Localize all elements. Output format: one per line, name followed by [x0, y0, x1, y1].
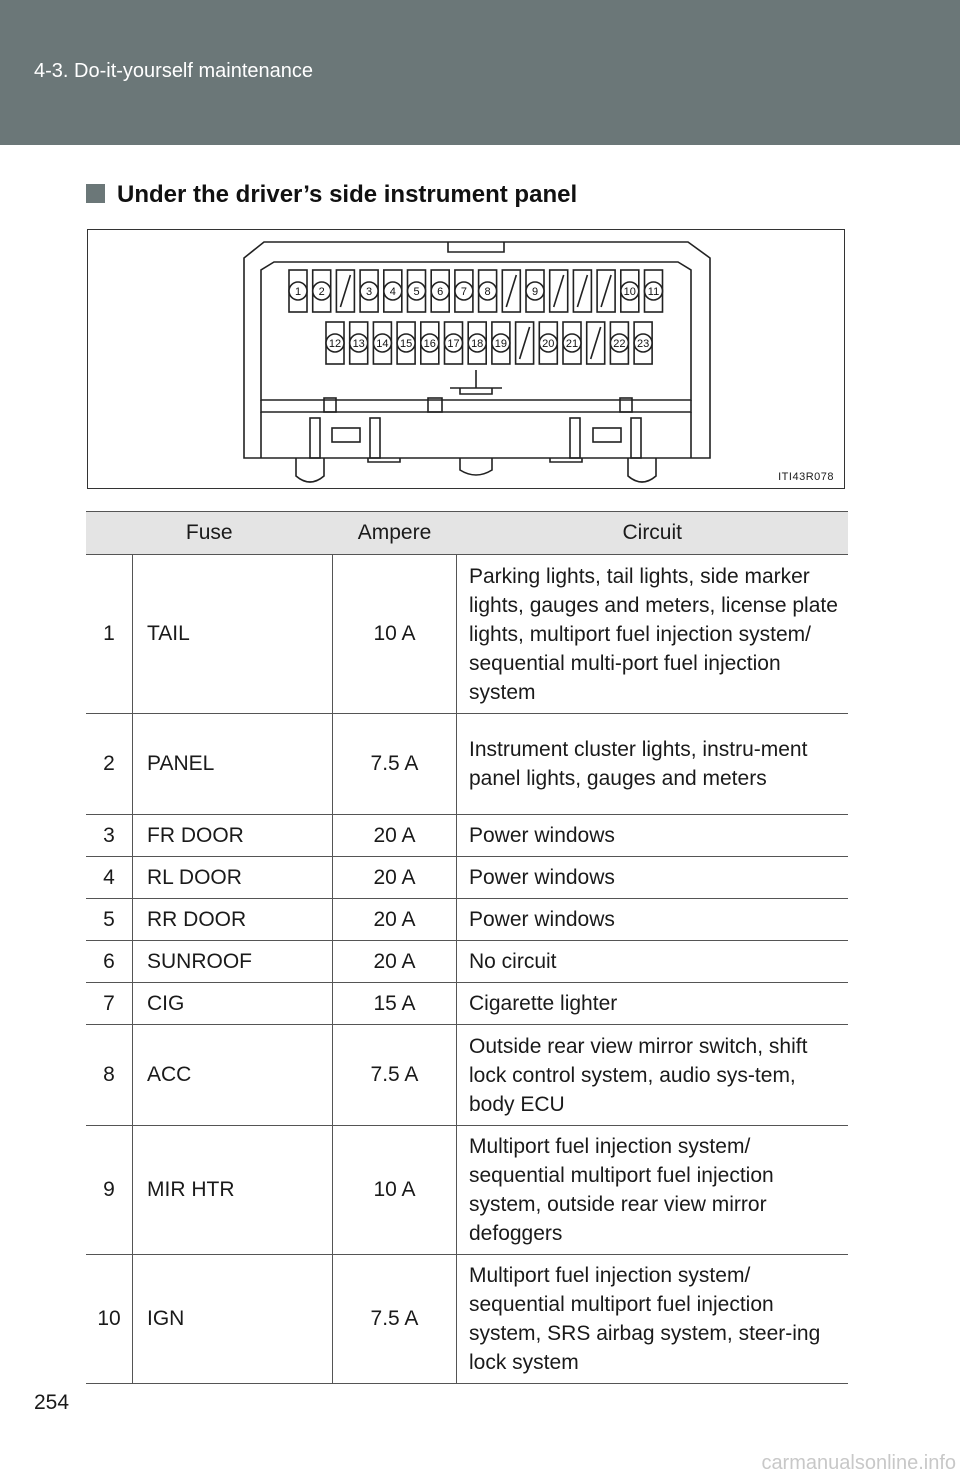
table-row [86, 941, 848, 983]
column-header-circuit: Circuit [457, 512, 849, 555]
table-row [86, 1025, 848, 1126]
fuse-number-cell: 7 [86, 983, 133, 1025]
ampere-cell: 7.5 A [333, 714, 457, 815]
fuse-slot-label: 9 [531, 286, 539, 298]
fuse-number-cell: 10 [86, 1255, 133, 1384]
fuse-slot-label: 8 [484, 286, 491, 298]
page-number: 254 [34, 1391, 70, 1414]
ampere-cell: 10 A [333, 1126, 457, 1255]
image-code: ITI43R078 [778, 471, 834, 483]
fuse-number-cell: 8 [86, 1025, 133, 1126]
fuse-slot-label: 19 [494, 338, 508, 350]
ampere-cell: 20 A [333, 857, 457, 899]
circuit-cell: Cigarette lighter [457, 983, 849, 1025]
circuit-cell: No circuit [457, 941, 849, 983]
fuse-number-cell: 1 [86, 555, 133, 714]
fuse-name-cell: RL DOOR [133, 857, 333, 899]
ampere-cell: 20 A [333, 899, 457, 941]
fuse-slot-label: 14 [376, 338, 389, 350]
circuit-cell: Multiport fuel injection system/ sequential multiport fuel injection system, outside rear view mirror defoggers [457, 1126, 849, 1255]
fuse-name-cell: TAIL [133, 555, 333, 714]
square-bullet-icon [86, 184, 105, 203]
watermark-text: carmanualsonline.info [761, 1452, 956, 1474]
fuse-slot-label: 7 [460, 286, 467, 298]
circuit-cell: Parking lights, tail lights, side marker lights, gauges and meters, license plate lights, multiport fuel injection system/ sequential multi-port fuel injection system [457, 555, 849, 714]
ampere-cell: 7.5 A [333, 1255, 457, 1384]
fuse-slot-label: 16 [423, 338, 436, 350]
fuse-number-cell: 2 [86, 714, 133, 815]
circuit-cell: Multiport fuel injection system/ sequential multiport fuel injection system, SRS airbag system, steer-ing lock system [457, 1255, 849, 1384]
fuse-table [86, 511, 848, 1384]
circuit-cell: Power windows [457, 857, 849, 899]
fuse-number-cell: 9 [86, 1126, 133, 1255]
fuse-number-cell: 6 [86, 941, 133, 983]
table-row [86, 899, 848, 941]
fuse-slot-label: 2 [318, 286, 325, 298]
fuse-name-cell: CIG [133, 983, 333, 1025]
fuse-slot-label: 4 [389, 286, 396, 298]
table-row [86, 1126, 848, 1255]
table-header-row [86, 512, 848, 555]
ampere-cell: 15 A [333, 983, 457, 1025]
fuse-slot-label: 15 [399, 338, 413, 350]
circuit-cell: Instrument cluster lights, instru-ment panel lights, gauges and meters [457, 714, 849, 815]
fuse-slot-label: 12 [328, 338, 342, 350]
fuse-slot-label: 10 [623, 286, 636, 298]
fuse-name-cell: PANEL [133, 714, 333, 815]
fuse-name-cell: RR DOOR [133, 899, 333, 941]
fuse-slot-label: 13 [352, 338, 365, 350]
table-row [86, 857, 848, 899]
table-row [86, 714, 848, 815]
fuse-slot-label: 21 [565, 338, 579, 350]
fuse-slot-label: 22 [613, 338, 626, 350]
section-title [86, 181, 577, 209]
fuse-slot-label: 11 [647, 286, 660, 298]
table-row [86, 983, 848, 1025]
ampere-cell: 10 A [333, 555, 457, 714]
fuse-slot-label: 20 [542, 338, 555, 350]
fuse-number-cell: 3 [86, 815, 133, 857]
fuse-name-cell: SUNROOF [133, 941, 333, 983]
circuit-cell: Power windows [457, 815, 849, 857]
fuse-slot-label: 1 [294, 286, 302, 298]
table-row [86, 1255, 848, 1384]
breadcrumb: 4-3. Do-it-yourself maintenance [34, 60, 314, 82]
fuse-name-cell: MIR HTR [133, 1126, 333, 1255]
fuse-slot-label: 17 [447, 338, 460, 350]
fuse-name-cell: ACC [133, 1025, 333, 1126]
ampere-cell: 7.5 A [333, 1025, 457, 1126]
fuse-number-cell: 5 [86, 899, 133, 941]
page-header [0, 0, 960, 145]
fuse-slot-label: 5 [413, 286, 420, 298]
fuse-slot-label: 3 [366, 286, 373, 298]
fuse-slot-label: 23 [636, 338, 650, 350]
fuse-box-drawing [88, 230, 846, 490]
column-header-fuse: Fuse [86, 512, 333, 555]
column-header-ampere: Ampere [333, 512, 457, 555]
fuse-number-cell: 4 [86, 857, 133, 899]
fuse-name-cell: IGN [133, 1255, 333, 1384]
table-row [86, 555, 848, 714]
table-row [86, 815, 848, 857]
ampere-cell: 20 A [333, 815, 457, 857]
fuse-name-cell: FR DOOR [133, 815, 333, 857]
fuse-slot-label: 18 [471, 338, 484, 350]
fuse-box-diagram [87, 229, 845, 489]
circuit-cell: Power windows [457, 899, 849, 941]
fuse-slot-label: 6 [437, 286, 444, 298]
section-title-text: Under the driver’s side instrument panel [117, 181, 578, 208]
ampere-cell: 20 A [333, 941, 457, 983]
circuit-cell: Outside rear view mirror switch, shift lock control system, audio sys-tem, body ECU [457, 1025, 849, 1126]
